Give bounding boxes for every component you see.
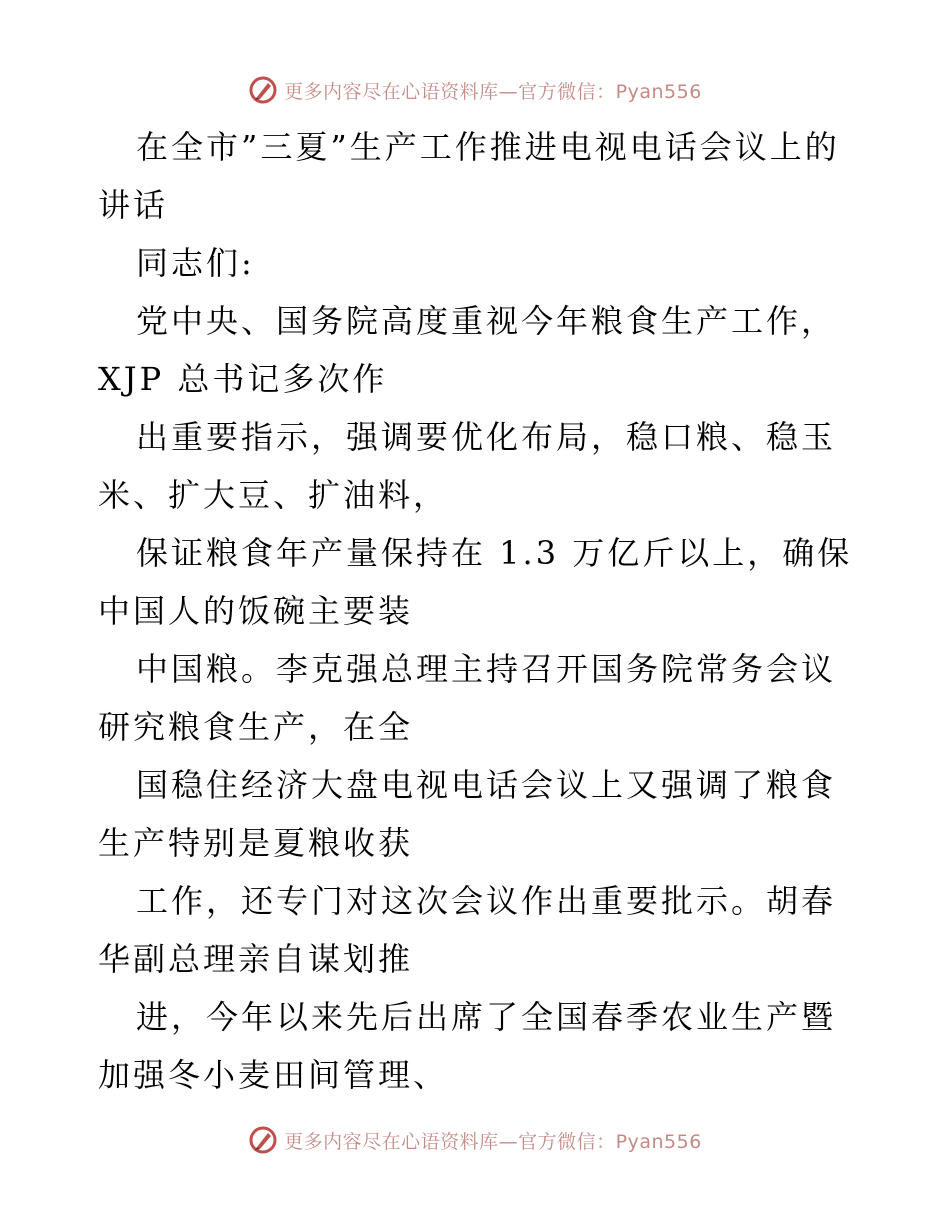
document-title: 在全市”三夏”生产工作推进电视电话会议上的讲话 <box>98 128 840 224</box>
paragraph: 工作，还专门对这次会议作出重要批示。胡春华副总理亲自谋划推 <box>98 882 837 978</box>
pen-logo-icon <box>248 75 278 105</box>
paragraph: 中国粮。李克强总理主持召开国务院常务会议研究粮食生产，在全 <box>98 650 837 746</box>
document-body <box>98 118 858 1104</box>
paragraph: 进，今年以来先后出席了全国春季农业生产暨加强冬小麦田间管理、 <box>98 998 837 1094</box>
paragraph: 党中央、国务院高度重视今年粮食生产工作，XJP 总书记多次作 <box>98 302 837 398</box>
watermark-text: 更多内容尽在心语资料库—官方微信：Pyan556 <box>284 80 702 103</box>
paragraph: 国稳住经济大盘电视电话会议上又强调了粮食生产特别是夏粮收获 <box>98 766 837 862</box>
salutation: 同志们: <box>136 244 255 282</box>
footer-watermark <box>0 1120 950 1160</box>
paragraph: 出重要指示，强调要优化布局，稳口粮、稳玉米、扩大豆、扩油料， <box>98 418 837 514</box>
paragraph: 保证粮食年产量保持在 1.3 万亿斤以上，确保中国人的饭碗主要装 <box>98 534 853 630</box>
pen-logo-icon <box>248 1125 278 1155</box>
watermark-text: 更多内容尽在心语资料库—官方微信：Pyan556 <box>284 1130 702 1153</box>
header-watermark <box>0 70 950 110</box>
